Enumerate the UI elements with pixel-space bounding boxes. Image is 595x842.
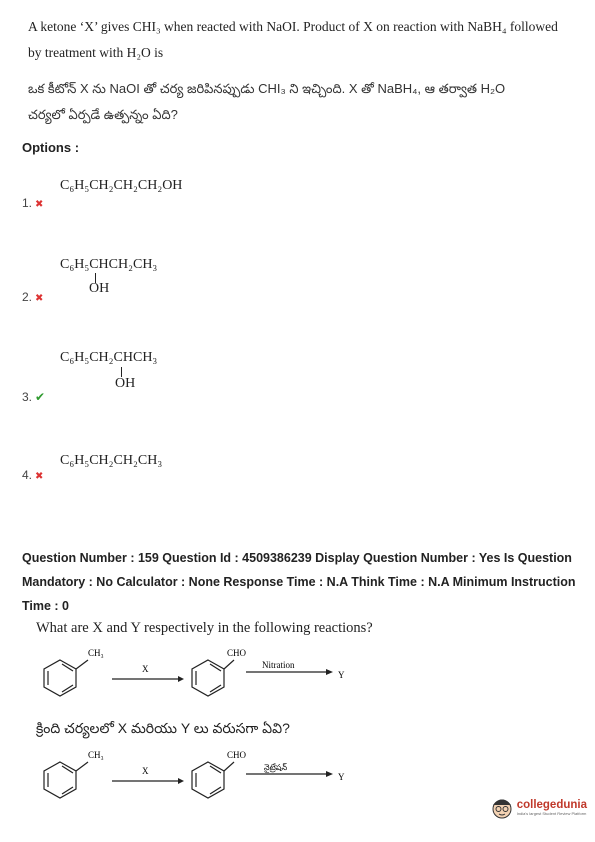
question-1-telugu-line-1: ఒక కీటోన్ X ను NaOI తో చర్య జరిపినప్పుడు CHI₃ ని ఇచ్చింది. X తో NaBH₄, ఆ తర్వాత H₂O bbox=[28, 81, 506, 96]
logo-brand: collegedunia bbox=[516, 799, 587, 811]
question-1-line-1: A ketone ‘X’ gives CHI₃ when reacted with NaOI. Product of X on reaction with NaBH₄ followed bbox=[28, 19, 558, 34]
product-y: Y bbox=[338, 772, 345, 782]
reactant-group: CH₃ bbox=[88, 648, 104, 658]
option-1-number: 1. bbox=[22, 196, 33, 210]
option-3-formula: C₆H₅CH₂CHCH₃ bbox=[60, 350, 158, 365]
question-1-telugu-line-2: చర్యలో ఏర్పడే ఉత్పన్నం ఏది? bbox=[28, 107, 178, 122]
reagent-x: X bbox=[142, 664, 149, 674]
meta-line-3: Time : 0 bbox=[22, 599, 70, 613]
option-3-number: 3. bbox=[22, 390, 33, 404]
reagent-nitration: నైట్రేషన్ bbox=[264, 763, 288, 772]
option-3-substituent: OH bbox=[115, 376, 136, 391]
meta-line-2: Mandatory : No Calculator : None Response Time : N.A Think Time : N.A Minimum Instruction bbox=[22, 575, 576, 589]
option-1-formula: C₆H₅CH₂CH₂CH₂OH bbox=[60, 178, 183, 193]
logo-tagline: India's largest Student Review Platform bbox=[516, 811, 587, 816]
benzene-ring bbox=[44, 660, 76, 696]
option-2-substituent: OH bbox=[89, 281, 110, 296]
cross-icon: ✖ bbox=[35, 471, 44, 482]
question-meta bbox=[22, 546, 582, 618]
check-icon: ✔ bbox=[35, 390, 46, 404]
question-1-english bbox=[28, 14, 568, 66]
product-group: CHO bbox=[227, 750, 247, 760]
meta-line-1: Question Number : 159 Question Id : 4509386239 Display Question Number : Yes Is Question bbox=[22, 551, 572, 565]
cross-icon: ✖ bbox=[35, 199, 44, 210]
product-group: CHO bbox=[227, 648, 247, 658]
product-y: Y bbox=[338, 670, 345, 680]
option-2-number: 2. bbox=[22, 290, 33, 304]
option-3[interactable] bbox=[22, 390, 45, 404]
benzene-ring bbox=[192, 762, 224, 798]
option-2[interactable] bbox=[22, 290, 43, 304]
reagent-x: X bbox=[142, 766, 149, 776]
reactant-group: CH₃ bbox=[88, 750, 104, 760]
benzene-ring bbox=[44, 762, 76, 798]
question-2-telugu: క్రింది చర్యలలో X మరియు Y లు వరుసగా ఏవి? bbox=[36, 720, 290, 736]
collegedunia-logo[interactable] bbox=[491, 796, 587, 820]
question-1-telugu bbox=[28, 76, 505, 128]
option-1[interactable] bbox=[22, 196, 43, 210]
option-2-formula: C₆H₅CHCH₂CH₃ bbox=[60, 257, 158, 272]
benzene-ring bbox=[192, 660, 224, 696]
question-2-english: What are X and Y respectively in the following reactions? bbox=[36, 620, 373, 636]
mascot-icon bbox=[491, 796, 513, 820]
option-4-number: 4. bbox=[22, 468, 33, 482]
question-1-line-2: by treatment with H₂O is bbox=[28, 45, 164, 60]
option-4-formula: C₆H₅CH₂CH₂CH₃ bbox=[60, 453, 163, 468]
reaction-scheme-english bbox=[28, 642, 368, 708]
option-4[interactable] bbox=[22, 468, 43, 482]
reaction-scheme-telugu bbox=[28, 744, 368, 810]
cross-icon: ✖ bbox=[35, 293, 44, 304]
options-label: Options : bbox=[22, 140, 80, 155]
reagent-nitration: Nitration bbox=[262, 660, 295, 670]
